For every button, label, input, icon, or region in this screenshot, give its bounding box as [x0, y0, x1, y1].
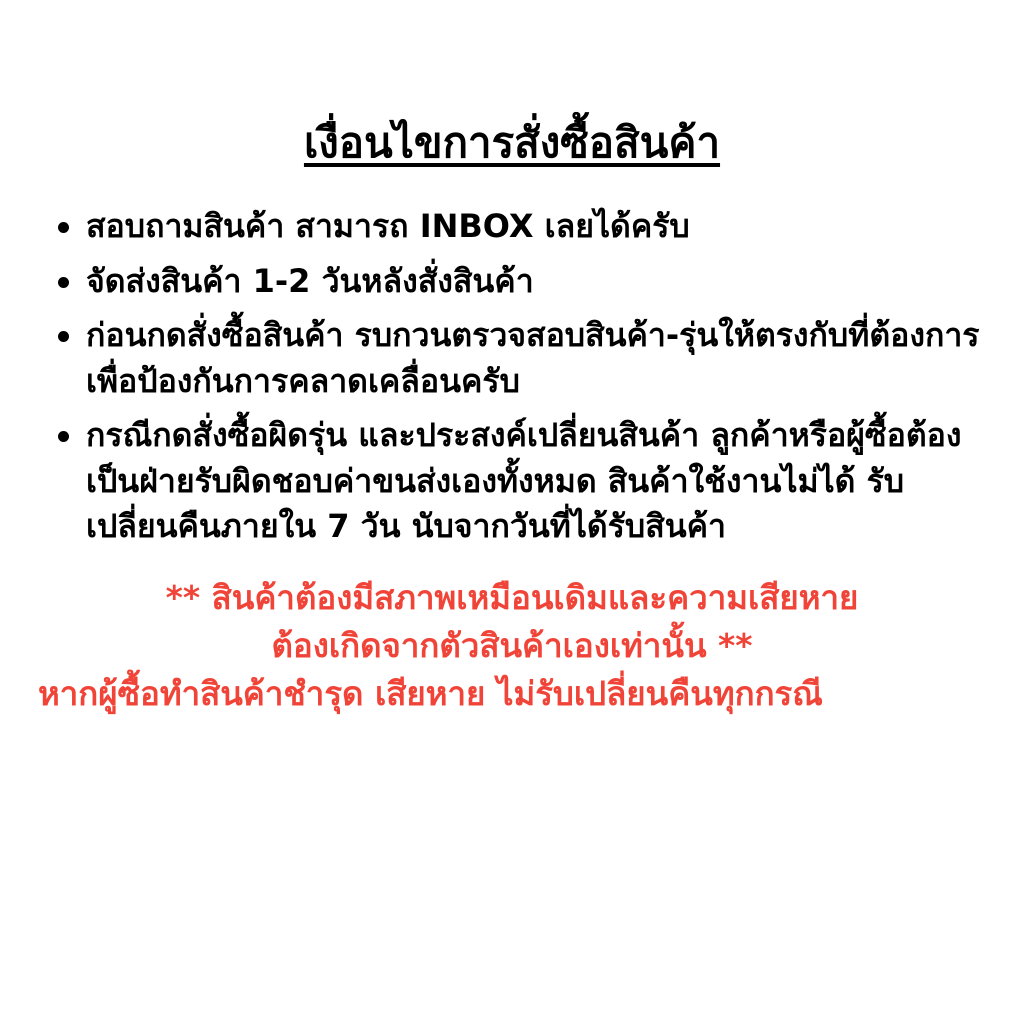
- page-title: เงื่อนไขการสั่งซื้อสินค้า: [303, 118, 721, 167]
- warning-line-2: ต้องเกิดจากตัวสินค้าเองเท่านั้น **: [271, 626, 753, 666]
- warning-line-1: ** สินค้าต้องมีสภาพเหมือนเดิมและความเสียหาย: [165, 578, 859, 618]
- list-item: กรณีกดสั่งซื้อผิดรุ่น และประสงค์เปลี่ยนสินค้า ลูกค้าหรือผู้ซื้อต้องเป็นฝ่ายรับผิดชอบค่าขนส่งเองทั้งหมด สินค้าใช้งานไม่ได้ รับเปลี่ยนคืนภายใน 7 วัน นับจากวันที่ได้รับสินค้า: [48, 413, 994, 549]
- warning-block: [30, 574, 994, 718]
- list-item: ก่อนกดสั่งซื้อสินค้า รบกวนตรวจสอบสินค้า-รุ่นให้ตรงกับที่ต้องการ เพื่อป้องกันการคลาดเคลื่อนครับ: [48, 313, 994, 404]
- list-item: สอบถามสินค้า สามารถ INBOX เลยได้ครับ: [48, 204, 994, 249]
- list-item: จัดส่งสินค้า 1-2 วันหลังสั่งสินค้า: [48, 259, 994, 304]
- warning-line-3: หากผู้ซื้อทำสินค้าชำรุด เสียหาย ไม่รับเปลี่ยนคืนทุกกรณี: [38, 674, 823, 714]
- conditions-list: [48, 204, 994, 558]
